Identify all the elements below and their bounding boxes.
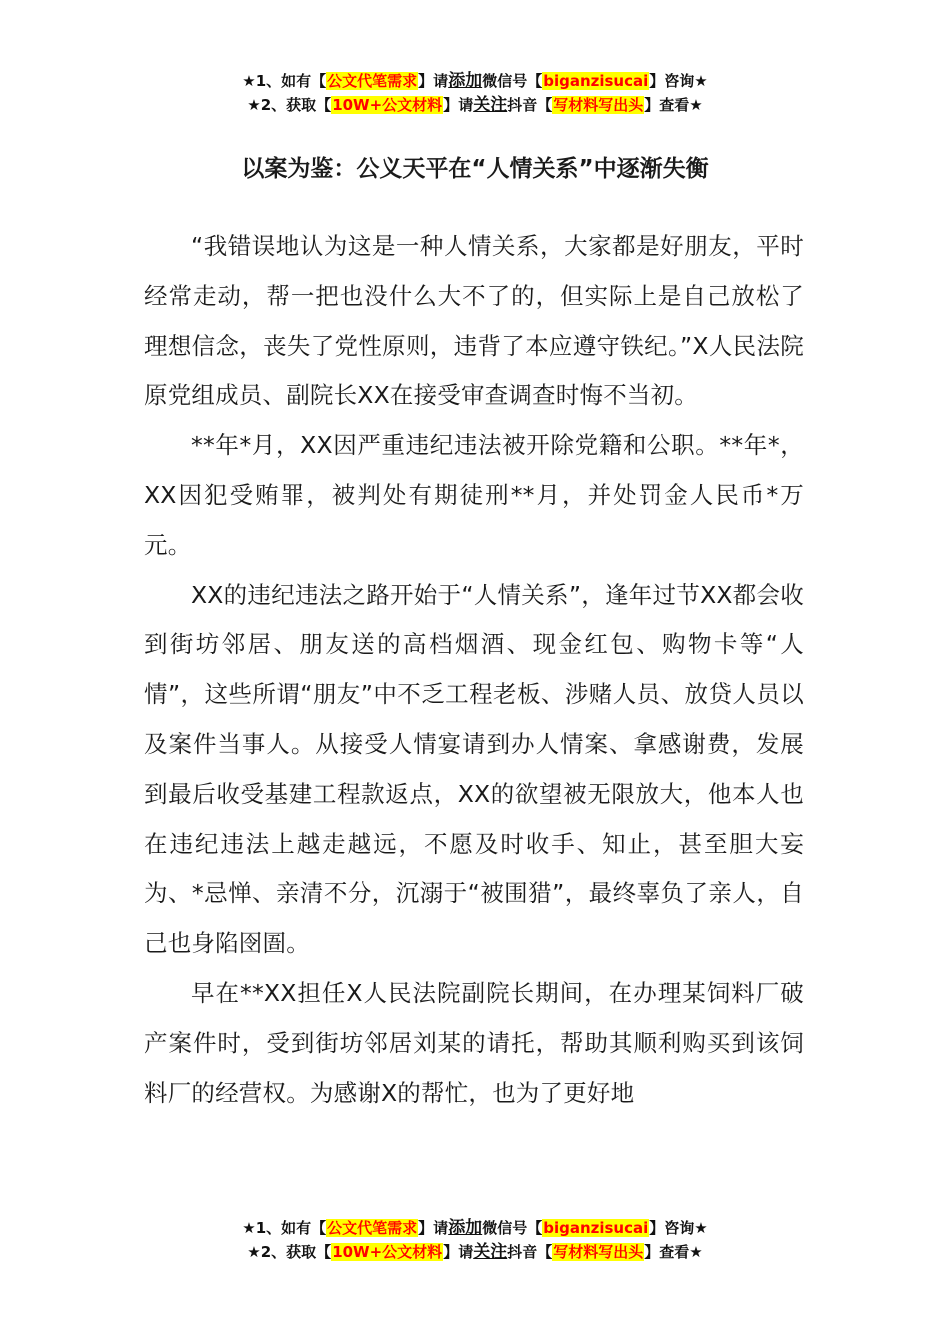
promo-text: 微信号【 (482, 72, 543, 90)
promo-text: 】咨询★ (649, 72, 708, 90)
promo-text: 】咨询★ (649, 1219, 708, 1237)
douyin-id-highlight: 写材料写出头 (553, 1243, 644, 1261)
document-title: 以案为鉴：公义天平在“人情关系”中逐渐失衡 (241, 156, 709, 182)
promo-text: 】查看★ (644, 1243, 703, 1261)
promo-underline: 关注 (473, 1242, 508, 1262)
body-paragraph-3: XX的违纪违法之路开始于“人情关系”，逢年过节XX都会收到街坊邻居、朋友送的高档烟酒、现金红包、购物卡等“人情”，这些所谓“朋友”中不乏工程老板、涉赌人员、放贷人员以及案件当事人。从接受人情宴请到办人情案、拿感谢费，发展到最后收受基建工程款返点，XX的欲望被无限放大，他本人也在违纪违法上越走越远，不愿及时收手、知止，甚至胆大妄为、*忌惮、亲清不分，沉溺于“被围猎”，最终辜负了亲人，自己也身陷囹圄。 (144, 580, 804, 958)
promo-text: ★2、获取【 (247, 96, 332, 114)
promo-highlight: 10W+公文材料 (332, 1243, 443, 1261)
promo-text: ★2、获取【 (247, 1243, 332, 1261)
promo-line-1 (0, 69, 950, 93)
promo-text: 】请 (443, 96, 474, 114)
promo-text: 】请 (418, 1219, 449, 1237)
promo-text: 】请 (443, 1243, 474, 1261)
document-body (144, 222, 804, 1118)
body-paragraph-1: “我错误地认为这是一种人情关系，大家都是好朋友，平时经常走动，帮一把也没什么大不了的，但实际上是自己放松了理想信念，丧失了党性原则，违背了本应遵守铁纪。”X人民法院原党组成员、副院长XX在接受审查调查时悔不当初。 (144, 232, 804, 410)
promo-line-1 (0, 1216, 950, 1240)
promo-text: 】请 (418, 72, 449, 90)
body-paragraph-4: 早在**XX担任X人民法院副院长期间，在办理某饲料厂破产案件时，受到街坊邻居刘某的请托，帮助其顺利购买到该饲料厂的经营权。为感谢X的帮忙，也为了更好地 (144, 978, 804, 1107)
promo-highlight: 公文代笔需求 (327, 1219, 418, 1237)
promo-text: ★1、如有【 (242, 1219, 327, 1237)
promo-line-2 (0, 93, 950, 117)
header-promo-banner (0, 69, 950, 117)
promo-text: 微信号【 (482, 1219, 543, 1237)
promo-underline: 添加 (448, 1218, 483, 1238)
promo-highlight: 公文代笔需求 (327, 72, 418, 90)
wechat-id-highlight: biganzisucai (543, 1219, 649, 1237)
promo-text: 】查看★ (644, 96, 703, 114)
body-paragraph-2: **年*月，XX因严重违纪违法被开除党籍和公职。**年*，XX因犯受贿罪，被判处有期徒刑**月，并处罚金人民币*万元。 (144, 431, 804, 559)
wechat-id-highlight: biganzisucai (543, 72, 649, 90)
promo-text: ★1、如有【 (242, 72, 327, 90)
promo-highlight: 10W+公文材料 (332, 96, 443, 114)
footer-promo-banner (0, 1216, 950, 1264)
promo-text: 抖音【 (507, 1243, 553, 1261)
promo-line-2 (0, 1240, 950, 1264)
promo-underline: 关注 (473, 95, 508, 115)
promo-underline: 添加 (448, 71, 483, 91)
promo-text: 抖音【 (507, 96, 553, 114)
douyin-id-highlight: 写材料写出头 (553, 96, 644, 114)
